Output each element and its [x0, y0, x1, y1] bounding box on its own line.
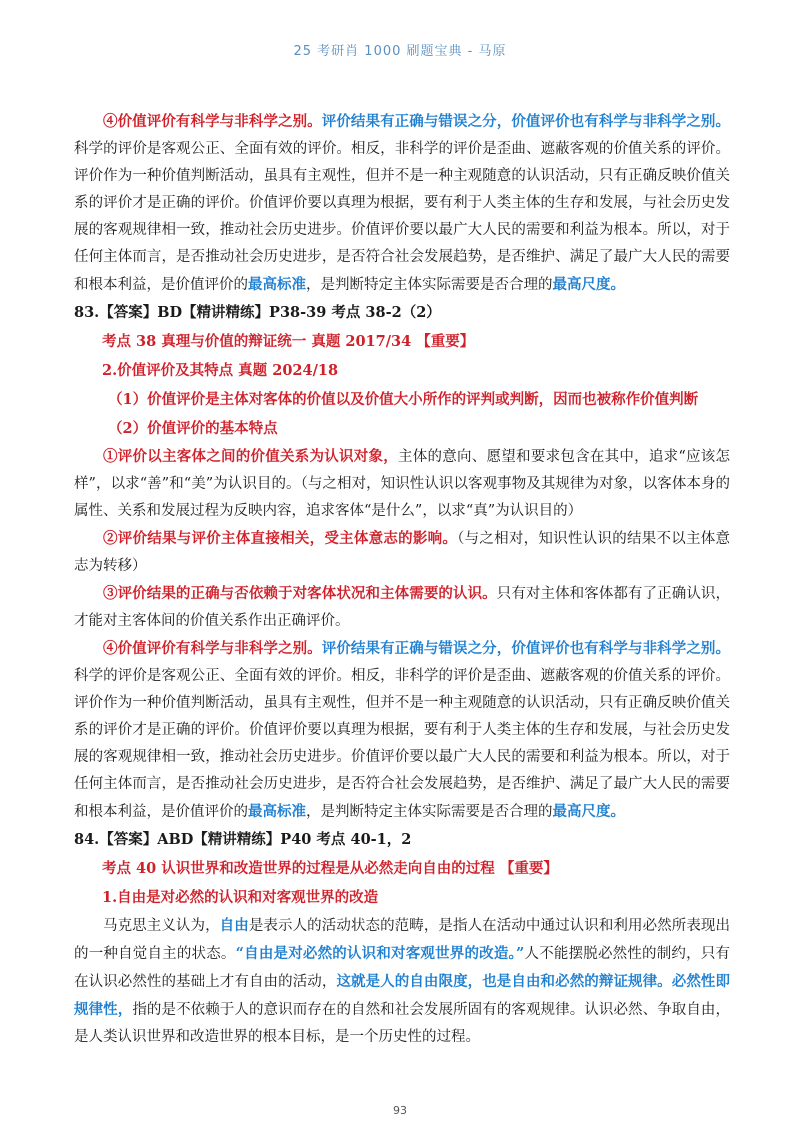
- page-content: [74, 108, 730, 1051]
- paragraph-freedom: 马克思主义认为，自由是表示人的活动状态的范畴，是指人在活动中通过认识和利用必然所表现出的一种自觉自主的状态。“自由是对必然的认识和对客观世界的改造。”人不能摆脱必然性的制约，只有在认识必然性的基础上才有自由的活动，这就是人的自由限度，也是自由和必然的辩证规律。必然性即规律性，指的是不依赖于人的意识而存在的自然和社会发展所固有的客观规律。认识必然、争取自由，是人类认识世界和改造世界的根本目标，是一个历史性的过程。: [74, 917, 731, 1045]
- paragraph-feature-1: ①评价以主客体之间的价值关系为认识对象，主体的意向、愿望和要求包含在其中，追求“应该怎样”，以求“善”和“美”为认识目的。（与之相对，知识性认识以客观事物及其规律为对象，以客体本身的属性、关系和发展过程为反映内容，追求客体“是什么”，以求“真”为认识目的）: [74, 448, 730, 519]
- paragraph-scientific-evaluation: ④价值评价有科学与非科学之别。评价结果有正确与错误之分，价值评价也有科学与非科学之别。科学的评价是客观公正、全面有效的评价。相反，非科学的评价是歪曲、遮蔽客观的价值关系的评价。评价作为一种价值判断活动，虽具有主观性，但并不是一种主观随意的认识活动，只有正确反映价值关系的评价才是正确的评价。价值评价要以真理为根据，要有利于人类主体的生存和发展，与社会历史发展的客观规律相一致，推动社会历史进步。价值评价要以最广大人民的需要和利益为根本。所以，对于任何主体而言，是否推动社会历史进步，是否符合社会发展趋势，是否维护、满足了最广大人民的需要和根本利益，是价值评价的最高标准，是判断特定主体实际需要是否合理的最高尺度。: [74, 113, 730, 293]
- paragraph-feature-4: ④价值评价有科学与非科学之别。评价结果有正确与错误之分，价值评价也有科学与非科学之别。科学的评价是客观公正、全面有效的评价。相反，非科学的评价是歪曲、遮蔽客观的价值关系的评价。评价作为一种价值判断活动，虽具有主观性，但并不是一种主观随意的认识活动，只有正确反映价值关系的评价才是正确的评价。价值评价要以真理为根据，要有利于人类主体的生存和发展，与社会历史发展的客观规律相一致，推动社会历史进步。价值评价要以最广大人民的需要和利益为根本。所以，对于任何主体而言，是否推动社会历史进步，是否符合社会发展趋势，是否维护、满足了最广大人民的需要和根本利益，是价值评价的最高标准，是判断特定主体实际需要是否合理的最高尺度。: [74, 640, 730, 820]
- topic-38: 考点 38 真理与价值的辩证统一 真题 2017/34 【重要】: [102, 333, 475, 350]
- item-2-features: （2）价值评价的基本特点: [108, 420, 278, 437]
- topic-40: 考点 40 认识世界和改造世界的过程是从必然走向自由的过程 【重要】: [102, 860, 558, 877]
- item-1-definition: （1）价值评价是主体对客体的价值以及价值大小所作的评判或判断，因而也被称作价值判断: [108, 391, 699, 408]
- subtopic-value-evaluation: 2.价值评价及其特点 真题 2024/18: [102, 362, 339, 379]
- answer-83: 83.【答案】BD【精讲精练】P38-39 考点 38-2（2）: [74, 304, 441, 321]
- paragraph-feature-3: ③评价结果的正确与否依赖于对客体状况和主体需要的认识。只有对主体和客体都有了正确认识，才能对主客体间的价值关系作出正确评价。: [74, 585, 730, 629]
- answer-84: 84.【答案】ABD【精讲精练】P40 考点 40-1，2: [74, 831, 412, 848]
- page-number: 93: [393, 1104, 407, 1117]
- page-header: 25 考研肖 1000 刷题宝典 - 马原: [293, 44, 507, 59]
- subtopic-freedom: 1.自由是对必然的认识和对客观世界的改造: [102, 889, 379, 906]
- paragraph-feature-2: ②评价结果与评价主体直接相关，受主体意志的影响。（与之相对，知识性认识的结果不以主体意志为转移）: [74, 530, 730, 574]
